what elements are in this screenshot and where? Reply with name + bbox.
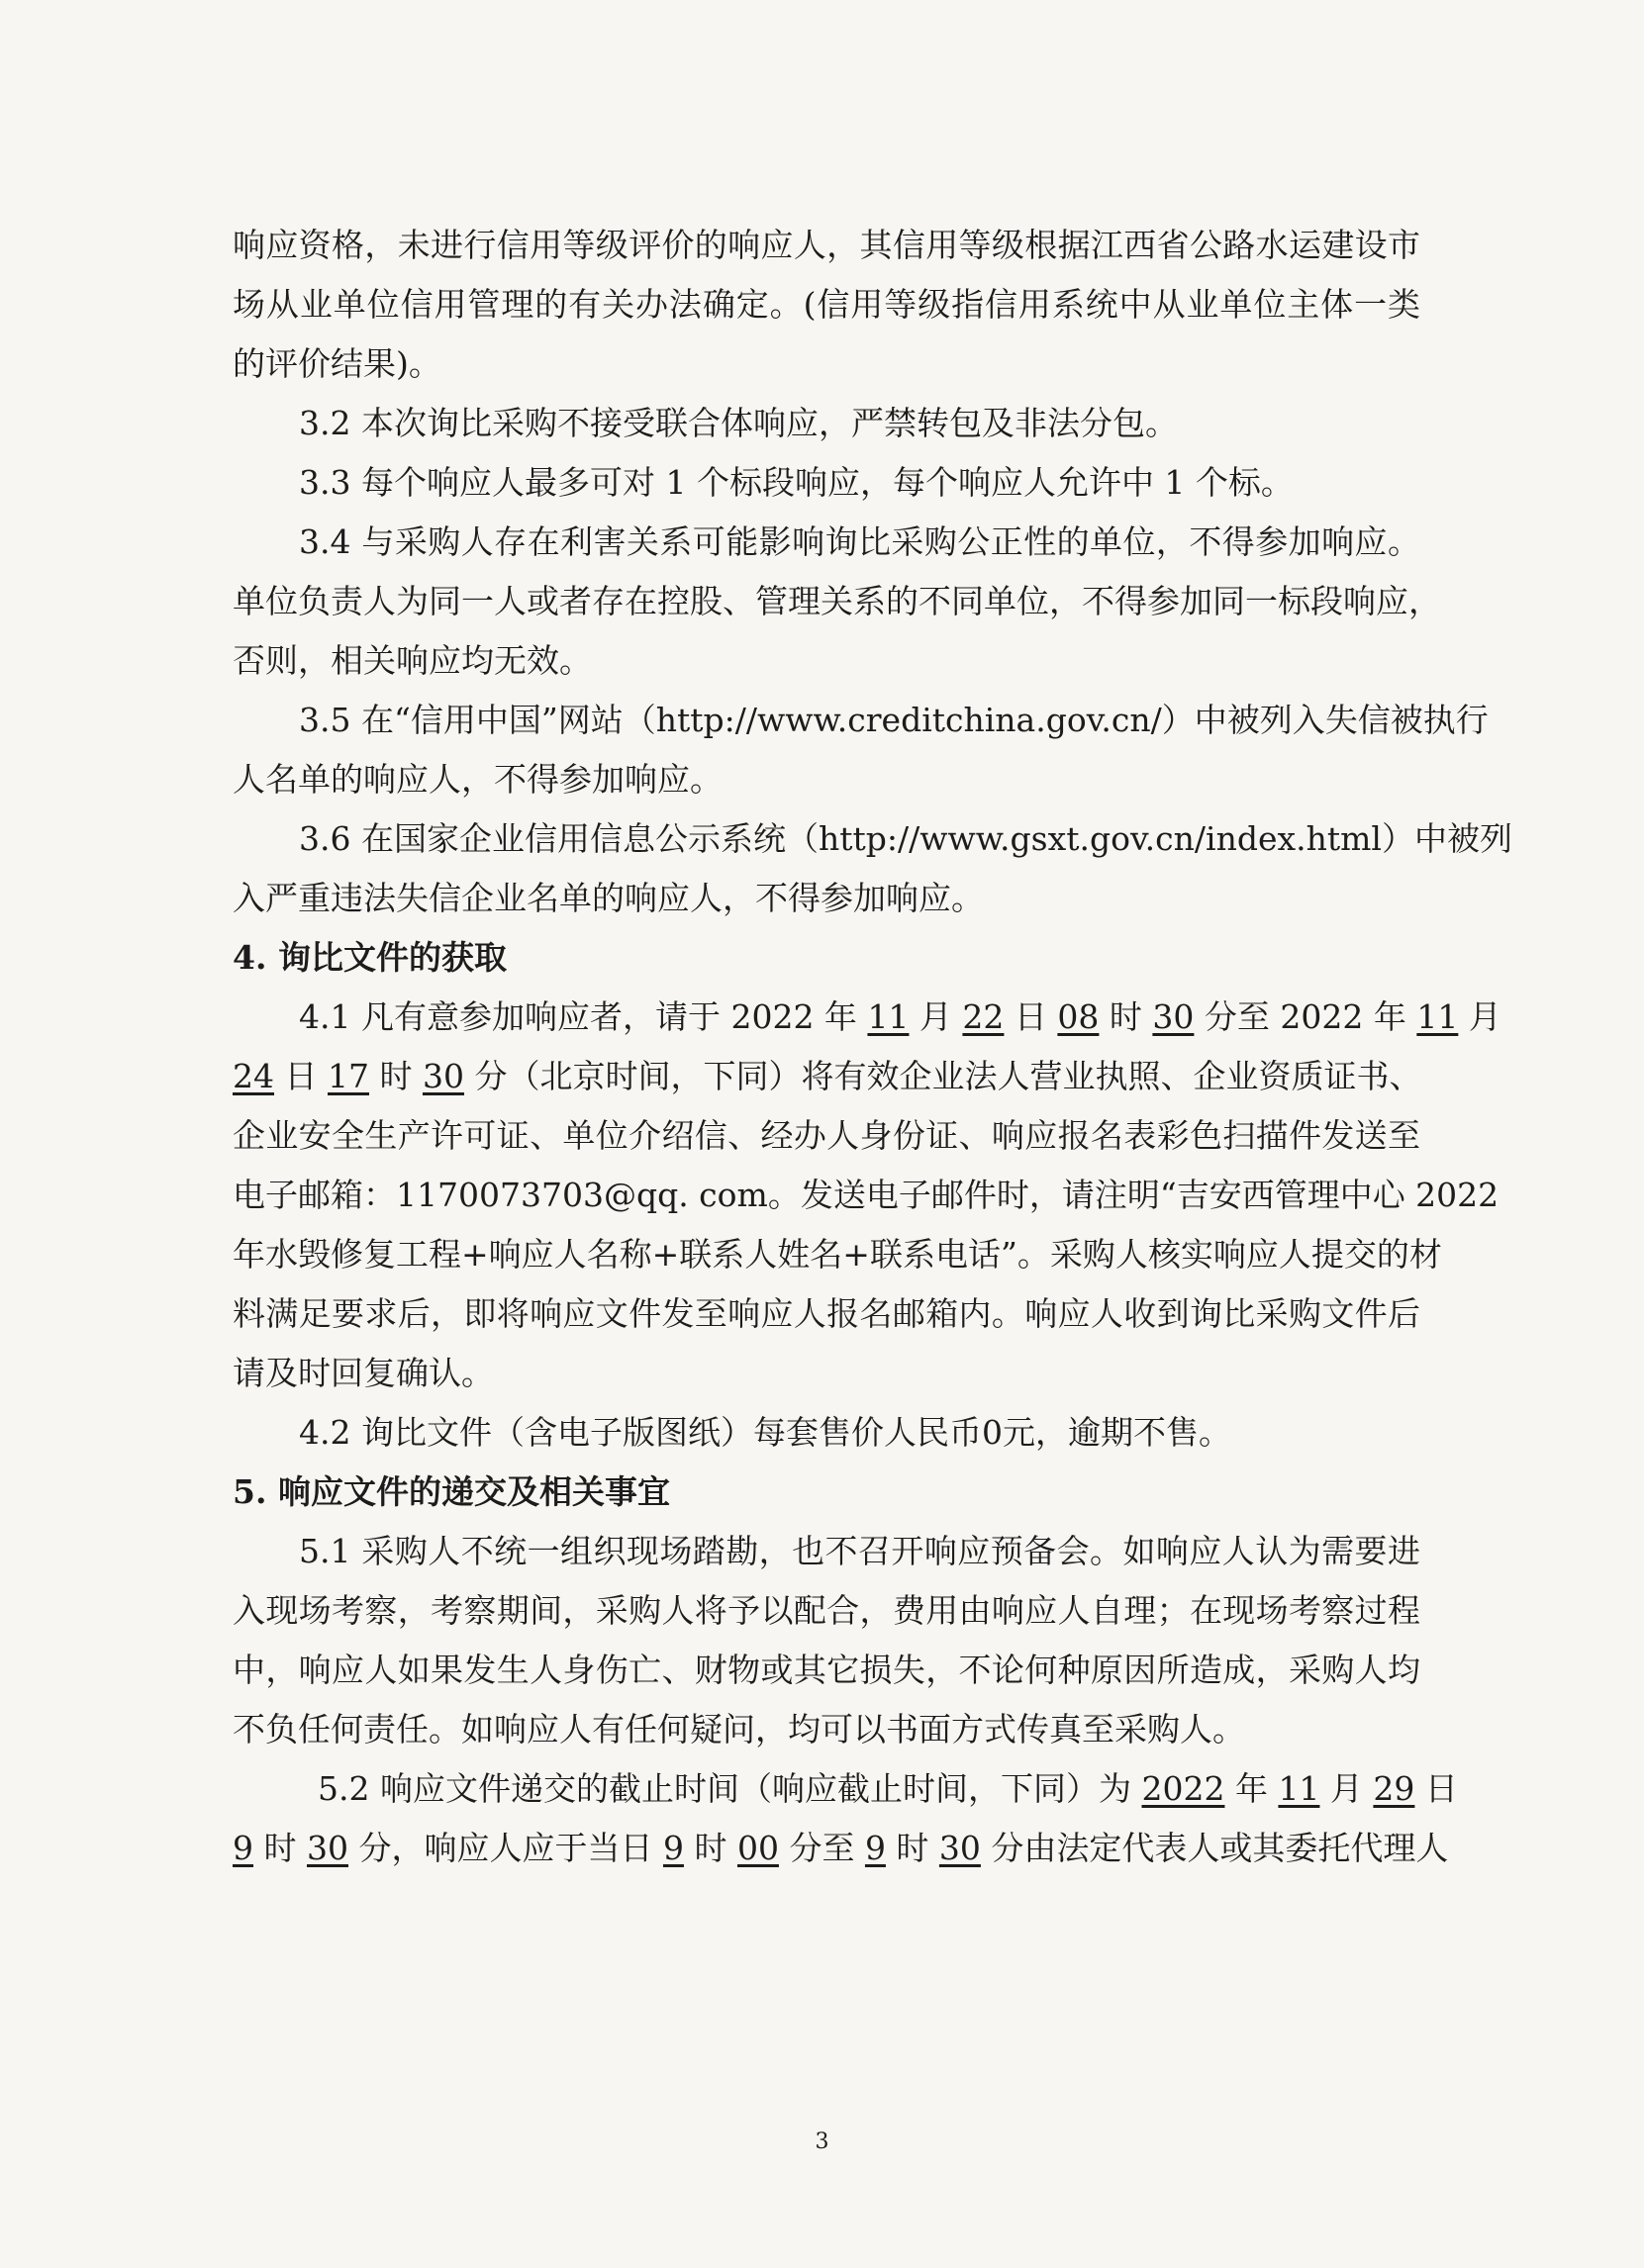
clause-5-2: 5.2 响应文件递交的截止时间（响应截止时间，下同）为 2022 年 11 月 29 日 xyxy=(318,1769,1458,1808)
clause-3-6: 3.6 在国家企业信用信息公示系统（http://www.gsxt.gov.cn/index.html）中被列 xyxy=(299,819,1512,858)
body-text xyxy=(233,216,1512,1878)
paragraph-line: 不负任何责任。如响应人有任何疑问，均可以书面方式传真至采购人。 xyxy=(233,1710,1245,1748)
clause-4-2: 4.2 询比文件（含电子版图纸）每套售价人民币0元，逾期不售。 xyxy=(299,1413,1231,1452)
paragraph-line: 9 时 30 分，响应人应于当日 9 时 00 分至 9 时 30 分由法定代表人或其委托代理人 xyxy=(233,1829,1449,1867)
paragraph-line: 场从业单位信用管理的有关办法确定。(信用等级指信用系统中从业单位主体一类 xyxy=(233,285,1420,324)
paragraph-line: 入严重违法失信企业名单的响应人，不得参加响应。 xyxy=(233,879,984,917)
paragraph-line: 单位负责人为同一人或者存在控股、管理关系的不同单位，不得参加同一标段响应， xyxy=(233,582,1441,620)
paragraph-line: 料满足要求后，即将响应文件发至响应人报名邮箱内。响应人收到询比采购文件后 xyxy=(233,1294,1420,1333)
clause-3-5: 3.5 在“信用中国”网站（http://www.creditchina.gov.cn/）中被列入失信被执行 xyxy=(299,701,1489,739)
paragraph-line: 年水毁修复工程+响应人名称+联系人姓名+联系电话”。采购人核实响应人提交的材 xyxy=(233,1235,1442,1274)
paragraph-line: 入现场考察，考察期间，采购人将予以配合，费用由响应人自理；在现场考察过程 xyxy=(233,1591,1420,1630)
paragraph-line: 的评价结果)。 xyxy=(233,344,441,383)
page-number: 3 xyxy=(815,2129,829,2154)
paragraph-line: 企业安全生产许可证、单位介绍信、经办人身份证、响应报名表彩色扫描件发送至 xyxy=(233,1116,1420,1155)
clause-4-1: 4.1 凡有意参加响应者，请于 2022 年 11 月 22 日 08 时 30 分至 2022 年 11 月 xyxy=(299,997,1501,1036)
email-line: 电子邮箱：1170073703@qq. com。发送电子邮件时，请注明“吉安西管理中心 2022 xyxy=(233,1176,1499,1214)
section-5-heading: 5. 响应文件的递交及相关事宜 xyxy=(233,1472,670,1511)
clause-3-3: 3.3 每个响应人最多可对 1 个标段响应，每个响应人允许中 1 个标。 xyxy=(299,463,1294,502)
paragraph-line: 人名单的响应人，不得参加响应。 xyxy=(233,760,723,799)
paragraph-line: 中，响应人如果发生人身伤亡、财物或其它损失，不论何种原因所造成，采购人均 xyxy=(233,1651,1420,1689)
paragraph-line: 请及时回复确认。 xyxy=(233,1354,494,1392)
paragraph-line: 24 日 17 时 30 分（北京时间，下同）将有效企业法人营业执照、企业资质证书、 xyxy=(233,1057,1422,1095)
clause-3-2: 3.2 本次询比采购不接受联合体响应，严禁转包及非法分包。 xyxy=(299,404,1178,442)
section-4-heading: 4. 询比文件的获取 xyxy=(233,938,507,977)
paragraph-line: 否则，相关响应均无效。 xyxy=(233,641,592,680)
clause-5-1: 5.1 采购人不统一组织现场踏勘，也不召开响应预备会。如响应人认为需要进 xyxy=(299,1532,1420,1570)
clause-3-4: 3.4 与采购人存在利害关系可能影响询比采购公正性的单位，不得参加响应。 xyxy=(299,522,1420,561)
paragraph-line: 响应资格，未进行信用等级评价的响应人，其信用等级根据江西省公路水运建设市 xyxy=(233,226,1420,264)
